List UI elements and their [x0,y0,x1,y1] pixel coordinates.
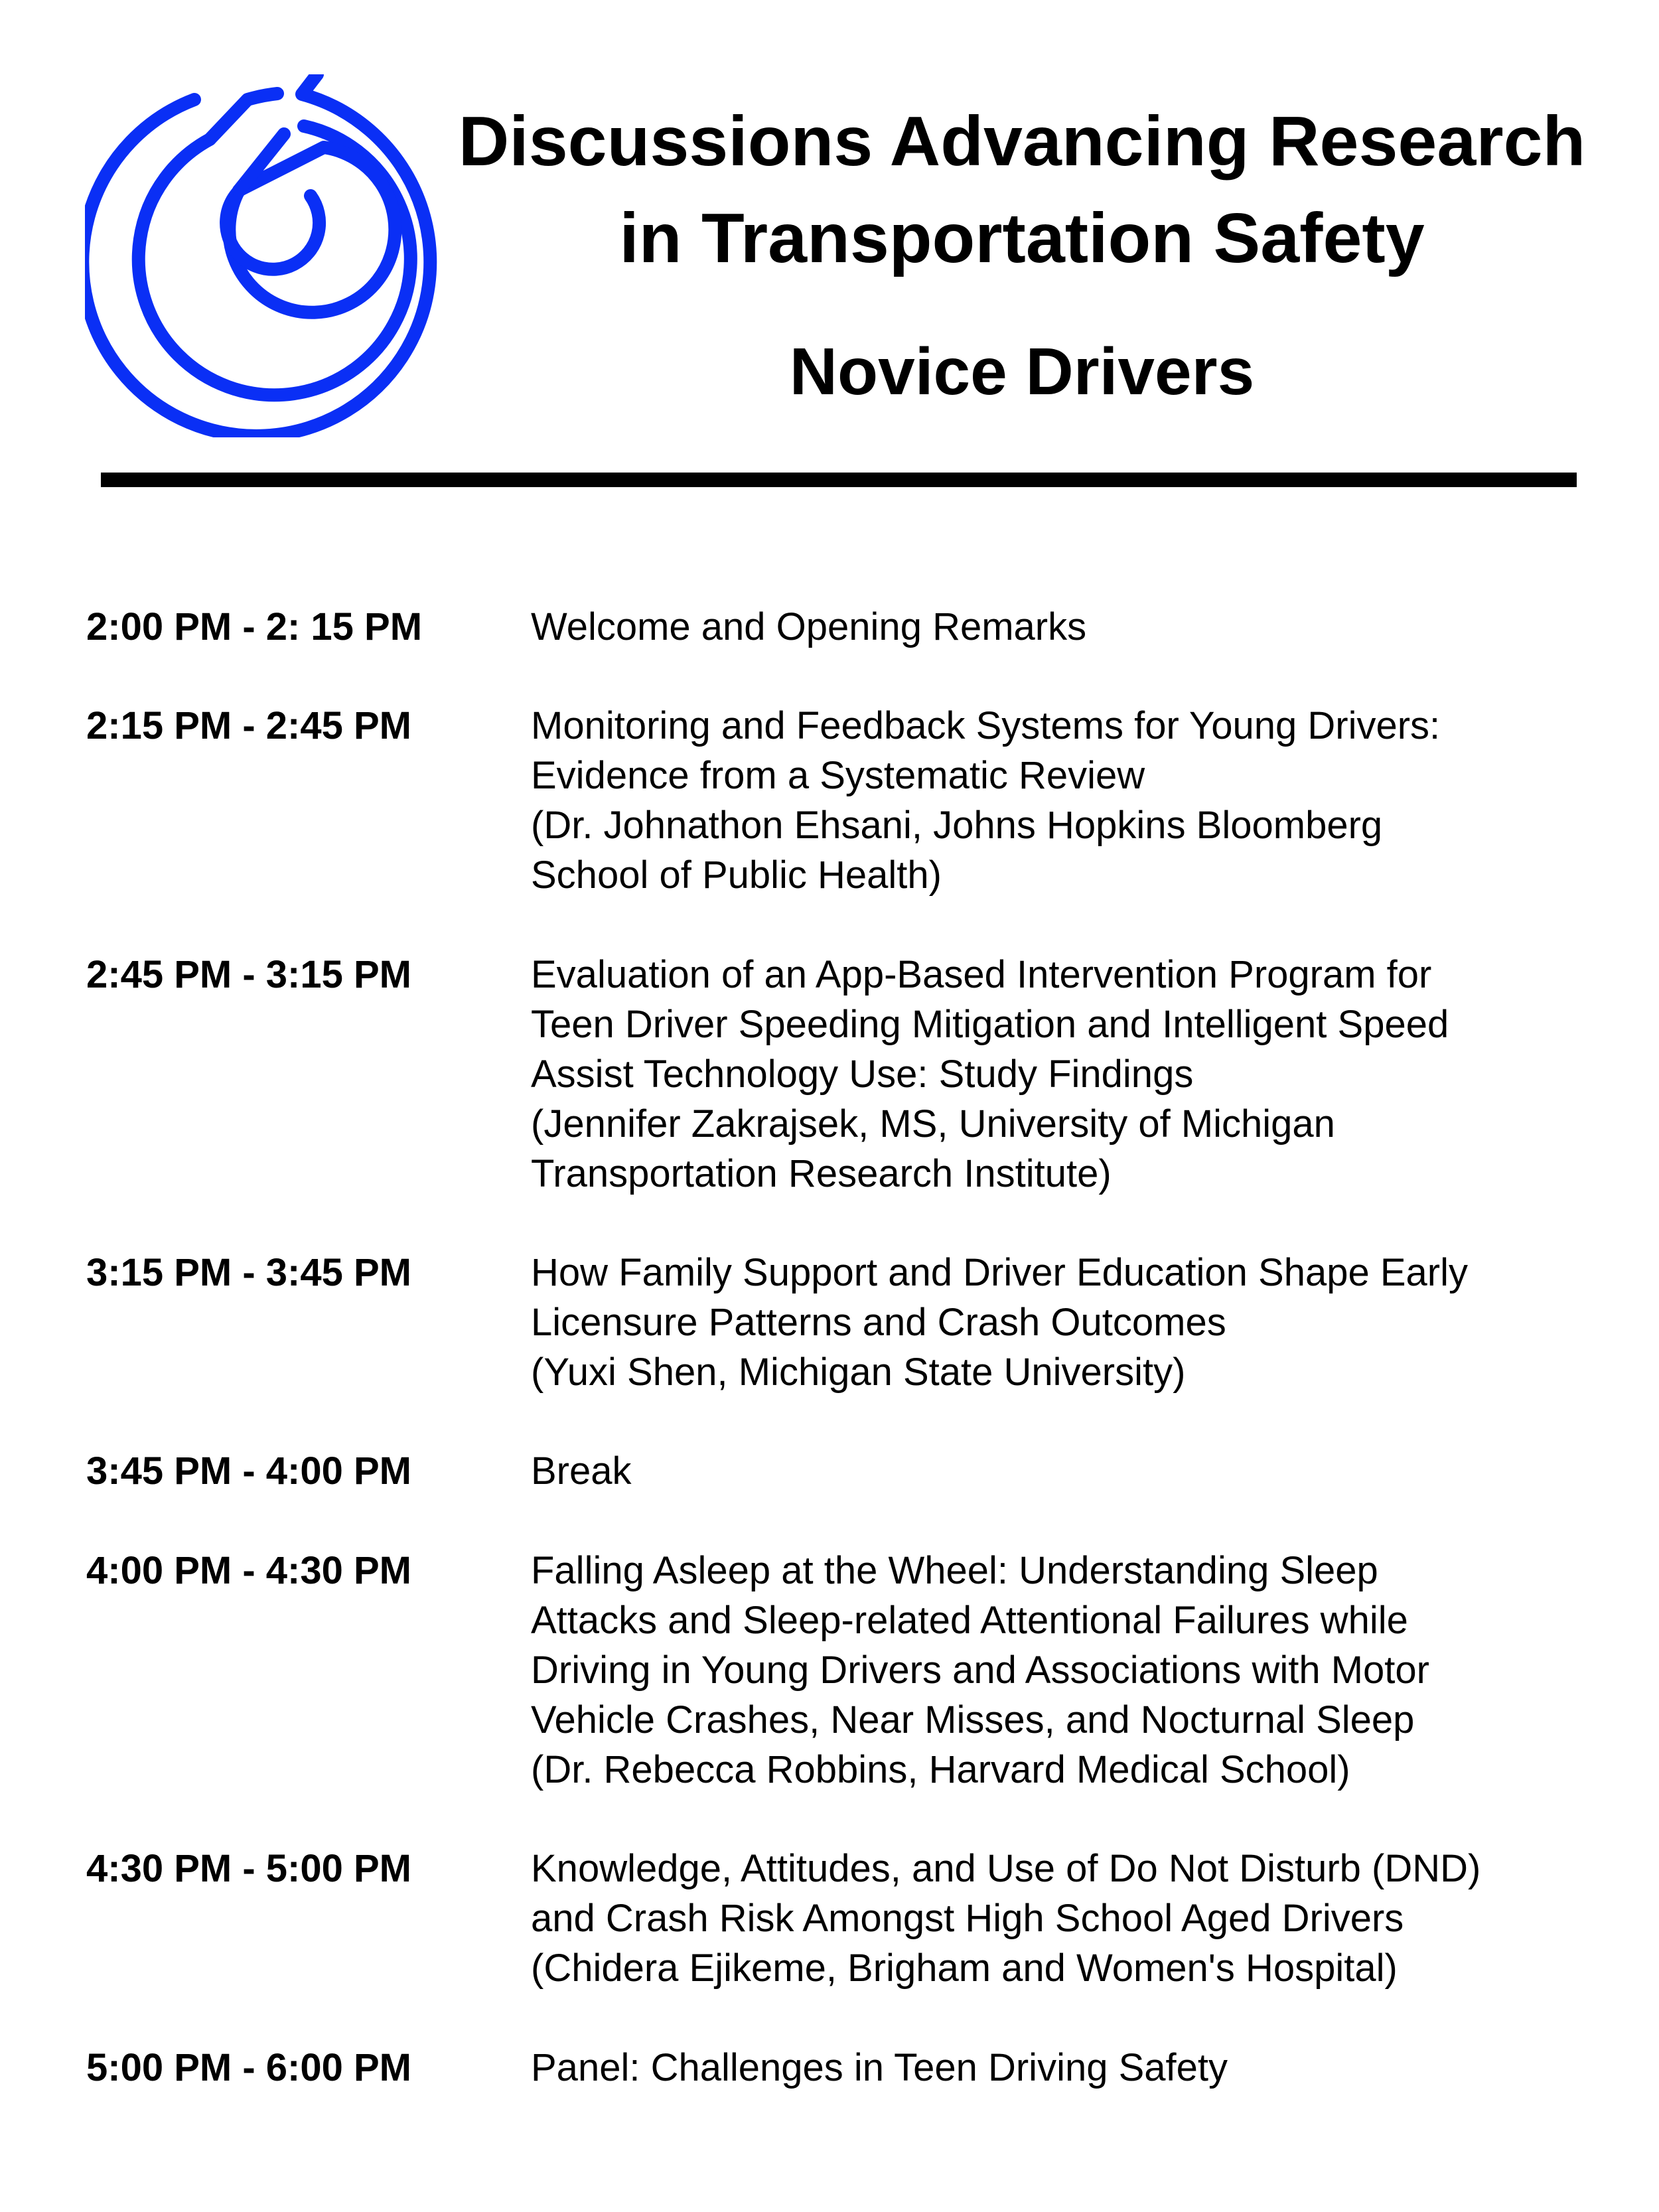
agenda-text-line: Monitoring and Feedback Systems for Young Drivers: [531,704,1441,747]
agenda-text-line: Panel: Challenges in Teen Driving Safety [531,2046,1228,2089]
agenda-description [531,1844,1626,1993]
agenda-text-line: Break [531,1449,632,1493]
agenda-text-line: Driving in Young Drivers and Associations with Motor [531,1649,1429,1692]
agenda-time: 4:00 PM - 4:30 PM [86,1549,411,1592]
agenda-description [531,1248,1626,1397]
agenda-time: 4:30 PM - 5:00 PM [86,1847,411,1890]
agenda-time: 5:00 PM - 6:00 PM [86,2046,411,2089]
agenda-description [531,602,1626,652]
agenda-text-line: Teen Driver Speeding Mitigation and Intelligent Speed [531,1003,1449,1046]
agenda-description [531,701,1626,900]
agenda-text-line: (Yuxi Shen, Michigan State University) [531,1351,1186,1394]
agenda-text-line: Attacks and Sleep-related Attentional Failures while [531,1599,1408,1642]
title-line: Discussions Advancing Research [458,102,1586,181]
agenda-text-line: Falling Asleep at the Wheel: Understanding Sleep [531,1549,1378,1592]
document-subtitle: Novice Drivers [789,334,1255,409]
agenda-description [531,950,1626,1199]
agenda-text-line: (Dr. Rebecca Robbins, Harvard Medical School) [531,1748,1350,1791]
agenda-text-line: (Dr. Johnathon Ehsani, Johns Hopkins Bloomberg [531,804,1383,847]
agenda-description [531,1546,1626,1795]
agenda-text-line: How Family Support and Driver Education Shape Early [531,1251,1468,1294]
agenda-description [531,2043,1626,2093]
agenda-time: 2:15 PM - 2:45 PM [86,704,411,747]
agenda-text-line: School of Public Health) [531,853,942,897]
agenda-description [531,1446,1626,1496]
agenda-text-line: Vehicle Crashes, Near Misses, and Nocturnal Sleep [531,1698,1415,1741]
agenda-text-line: Transportation Research Institute) [531,1152,1112,1195]
agenda-text-line: Evaluation of an App-Based Intervention Program for [531,953,1432,996]
agenda-text-line: Evidence from a Systematic Review [531,754,1145,797]
agenda-time: 2:45 PM - 3:15 PM [86,953,411,996]
agenda-text-line: (Chidera Ejikeme, Brigham and Women's Hospital) [531,1947,1398,1990]
agenda-time: 2:00 PM - 2: 15 PM [86,605,423,648]
title-line: in Transportation Safety [619,199,1425,277]
agenda-text-line: Knowledge, Attitudes, and Use of Do Not Disturb (DND) [531,1847,1481,1890]
agenda-text-line: (Jennifer Zakrajsek, MS, University of Michigan [531,1102,1335,1145]
agenda-text-line: Welcome and Opening Remarks [531,605,1087,648]
agenda-text-line: and Crash Risk Amongst High School Aged Drivers [531,1897,1404,1940]
agenda-time: 3:15 PM - 3:45 PM [86,1251,411,1294]
agenda-time: 3:45 PM - 4:00 PM [86,1449,411,1493]
agenda-text-line: Assist Technology Use: Study Findings [531,1053,1194,1096]
agenda-text-line: Licensure Patterns and Crash Outcomes [531,1301,1226,1344]
